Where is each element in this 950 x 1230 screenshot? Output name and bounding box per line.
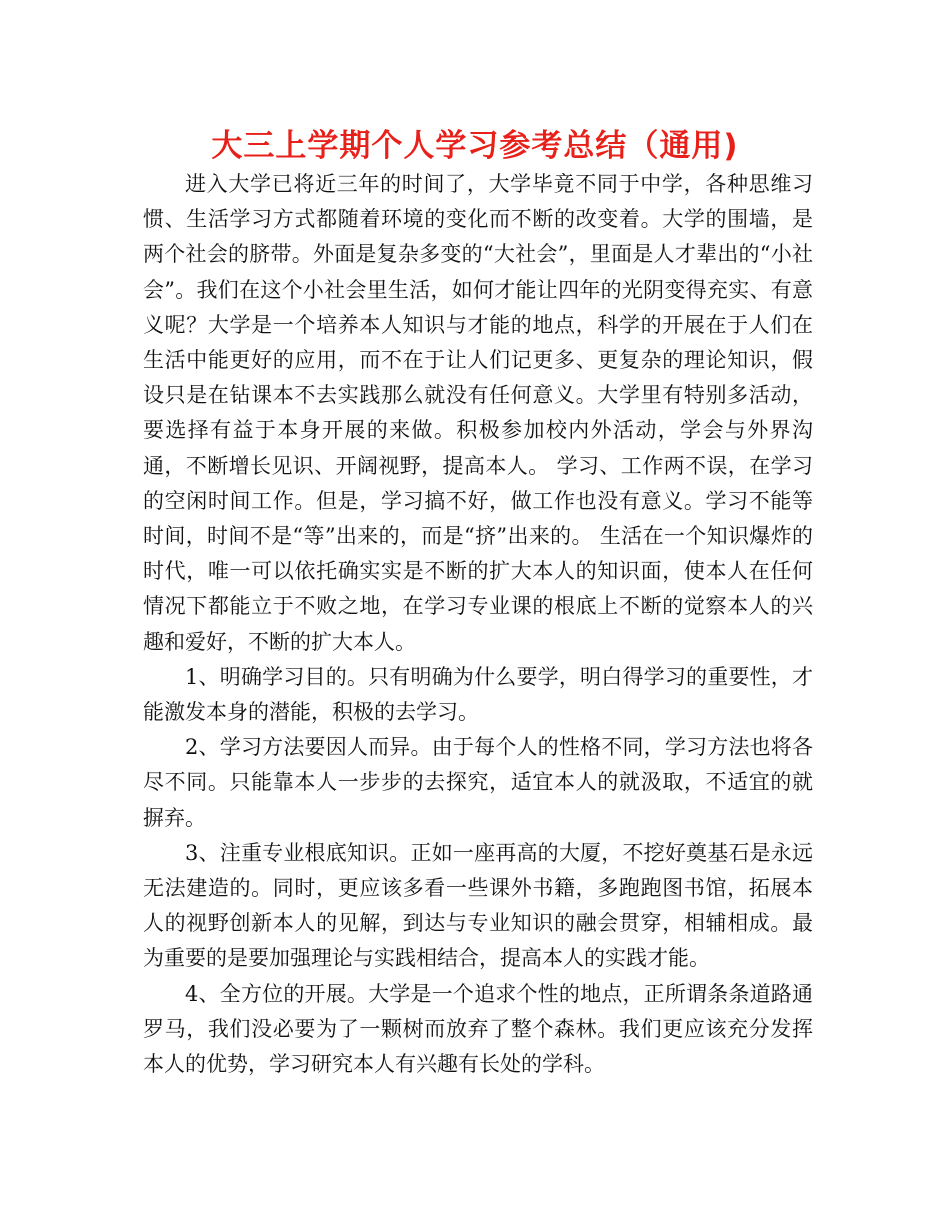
paragraph-intro: 进入大学已将近三年的时间了，大学毕竟不同于中学，各种思维习惯、生活学习方式都随着环境的变化而不断的改变着。大学的围墙，是两个社会的脐带。外面是复杂多变的“大社会”，里面是人才辈出的“小社会”。我们在这个小社会里生活，如何才能让四年的光阴变得充实、有意义呢？大学是一个培养本人知识与才能的地点，科学的开展在于人们在生活中能更好的应用，而不在于让人们记更多、更复杂的理论知识，假设只是在钻课本不去实践那么就没有任何意义。大学里有特别多活动，要选择有益于本身开展的来做。积极参加校内外活动，学会与外界沟通，不断增长见识、开阔视野，提高本人。 学习、工作两不误，在学习的空闲时间工作。但是，学习搞不好，做工作也没有意义。学习不能等时间，时间不是“等”出来的，而是“挤”出来的。 生活在一个知识爆炸的时代，唯一可以依托确实实是不断的扩大本人的知识面，使本人在任何情况下都能立于不败之地，在学习专业课的根底上不断的觉察本人的兴趣和爱好，不断的扩大本人。 bbox=[143, 172, 813, 654]
document-body bbox=[143, 167, 813, 1082]
paragraph-point-4: 4、全方位的开展。大学是一个追求个性的地点，正所谓条条道路通罗马，我们没必要为了一颗树而放弃了整个森林。我们更应该充分发挥本人的优势，学习研究本人有兴趣有长处的学科。 bbox=[143, 981, 813, 1077]
paragraph-point-1: 1、明确学习目的。只有明确为什么要学，明白得学习的重要性，才能激发本身的潜能，积极的去学习。 bbox=[143, 664, 813, 725]
paragraph-point-2: 2、学习方法要因人而异。由于每个人的性格不同，学习方法也将各尽不同。只能靠本人一步步的去探究，适宜本人的就汲取，不适宜的就摒弃。 bbox=[143, 735, 813, 830]
paragraph-point-3: 3、注重专业根底知识。正如一座再高的大厦，不挖好奠基石是永远无法建造的。同时，更应该多看一些课外书籍，多跑跑图书馆，拓展本人的视野创新本人的见解，到达与专业知识的融会贯穿，相辅相成。最为重要的是要加强理论与实践相结合，提高本人的实践才能。 bbox=[143, 840, 813, 971]
document-title: 大三上学期个人学习参考总结（通用) bbox=[211, 128, 739, 164]
